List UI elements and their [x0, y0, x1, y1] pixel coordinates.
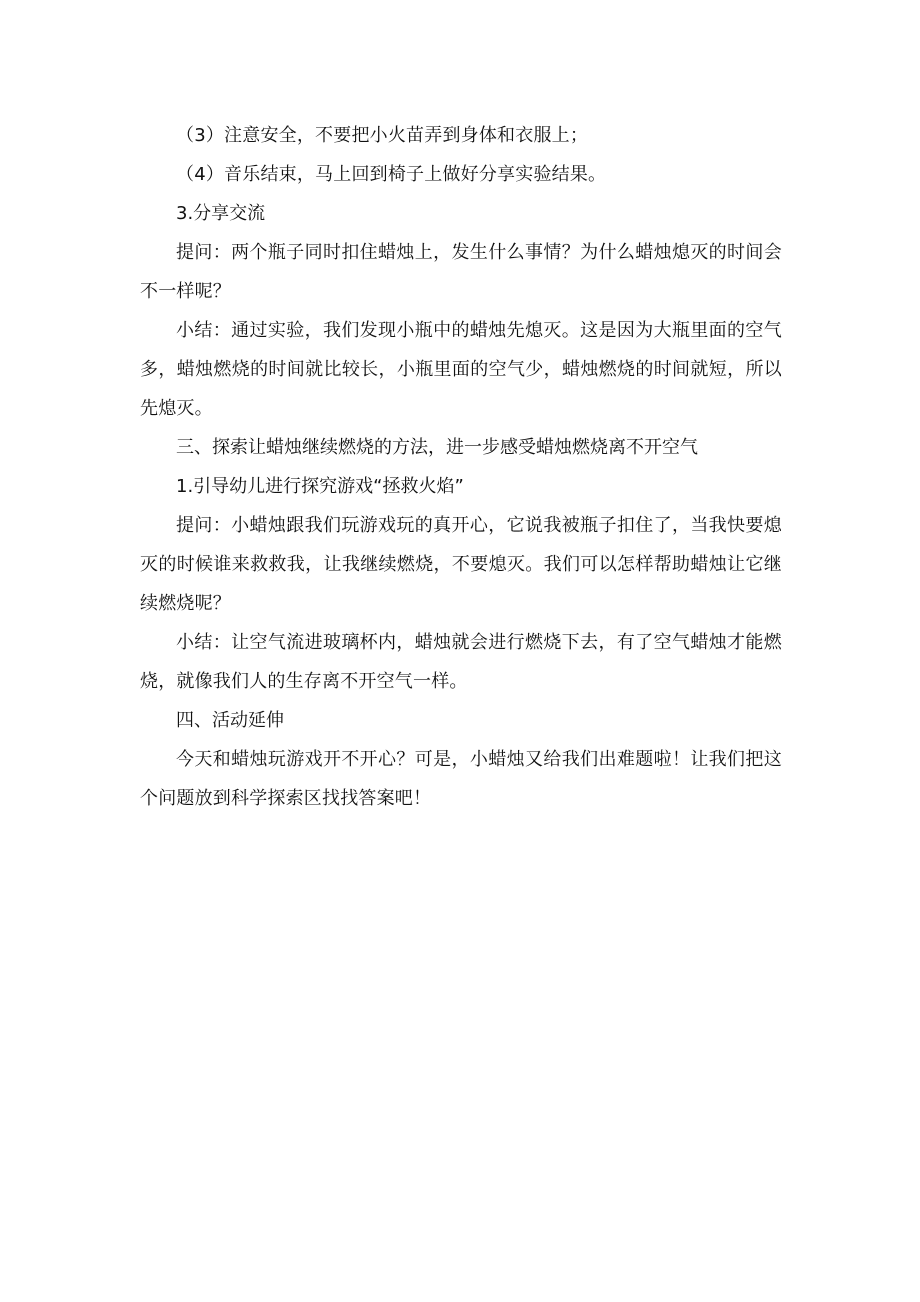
question-paragraph-2: 提问：小蜡烛跟我们玩游戏玩的真开心，它说我被瓶子扣住了，当我快要熄灭的时候谁来救救我，让我继续燃烧，不要熄灭。我们可以怎样帮助蜡烛让它继续燃烧呢？: [140, 515, 782, 614]
step-4-music-end: （4）音乐结束，马上回到椅子上做好分享实验结果。: [176, 164, 607, 185]
game-intro-heading: 1.引导幼儿进行探究游戏“拯救火焰”: [176, 476, 464, 497]
part-four-heading: 四、活动延伸: [176, 710, 284, 731]
question-paragraph-1: 提问：两个瓶子同时扣住蜡烛上，发生什么事情？为什么蜡烛熄灭的时间会不一样呢？: [140, 242, 782, 302]
section-3-share-heading: 3.分享交流: [176, 203, 266, 224]
document-body: [140, 116, 782, 818]
part-three-heading: 三、探索让蜡烛继续燃烧的方法，进一步感受蜡烛燃烧离不开空气: [176, 437, 698, 458]
extension-paragraph: 今天和蜡烛玩游戏开不开心？可是，小蜡烛又给我们出难题啦！让我们把这个问题放到科学探索区找找答案吧！: [140, 749, 782, 809]
summary-paragraph-2: 小结：让空气流进玻璃杯内，蜡烛就会进行燃烧下去，有了空气蜡烛才能燃烧，就像我们人的生存离不开空气一样。: [140, 632, 782, 692]
step-3-safety: （3）注意安全，不要把小火苗弄到身体和衣服上；: [176, 125, 589, 146]
summary-paragraph-1: 小结：通过实验，我们发现小瓶中的蜡烛先熄灭。这是因为大瓶里面的空气多，蜡烛燃烧的时间就比较长，小瓶里面的空气少，蜡烛燃烧的时间就短，所以先熄灭。: [140, 320, 782, 419]
